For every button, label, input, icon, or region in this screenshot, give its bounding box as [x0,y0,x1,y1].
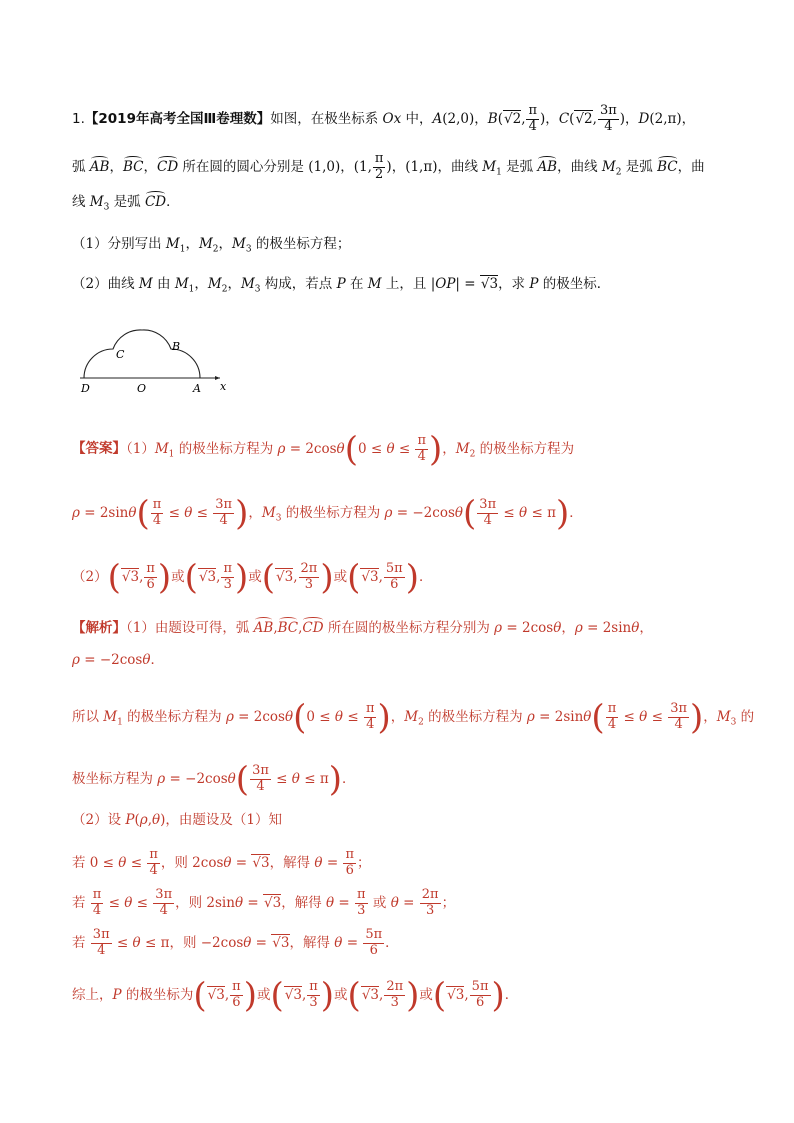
label-o: O [137,382,147,395]
polar-curve-figure [74,312,234,402]
label-b: B [172,340,181,353]
analysis-line-1: 【解析】（1）由题设可得，弧 AB,BC,CD 所在圆的极坐标方程分别为 ρ = 2cosθ，ρ = 2sinθ， [72,620,653,636]
problem-line-3: 线 $M_3$ 是弧 CD． [72,194,180,213]
question-2: （2）曲线 M 由 $M_1$，$M_2$，$M_3$ 构成，若点 P 在 M 上，且 |OP| = √3，求 P 的极坐标． [72,276,611,295]
analysis-line-9: 综上，P 的极坐标为(√3, $\frac{\pi}{6}$ )或(√3, $\frac{\pi}{3}$ )或(√3, $\frac{2\pi}{3}$ )或(√3, $\frac{5\pi}{6}$ )． [72,975,519,1015]
answer-line-3: （2）(√3, $\frac{\pi}{6}$ )或(√3, $\frac{\pi}{3}$ )或(√3, $\frac{2\pi}{3}$ )或(√3, $\frac{5\pi}{6}$ )． [72,557,433,597]
problem-line-2: 弧 AB，BC，CD 所在圆的圆心分别是 (1,0)，(1, $\frac{\pi}{2}$ )，(1,π)，曲线 $M_1$ 是弧 AB，曲线 $M_2$ 是弧 BC，曲 [72,151,705,182]
analysis-line-6: 若 0 ≤ θ ≤ $\frac{\pi}{4}$ ，则 2cosθ = √3，解得 θ = $\frac{\pi}{6}$ ； [72,847,371,878]
problem-number: 1. [72,110,85,127]
analysis-line-2: ρ = −2cosθ． [72,652,164,668]
analysis-line-7: 若 $\frac{\pi}{4}$ ≤ θ ≤ $\frac{3\pi}{4}$ ，则 2sinθ = √3，解得 θ = $\frac{\pi}{3}$ 或 θ = $\frac{2\pi}{3}$ ； [72,887,456,918]
answer-line-1: 【答案】$(1)M_1$ 的极坐标方程为 ρ = 2cosθ(0 ≤ θ ≤ $\frac{\pi}{4}$ )，$M_2$ 的极坐标方程为 [72,429,575,469]
problem-source: 【2019年高考全国Ⅲ卷理数】 [84,110,271,127]
answer-tag: 【答案】 [72,440,126,457]
label-a: A [193,382,201,395]
answer-line-2: ρ = 2sinθ( $\frac{\pi}{4}$ ≤ θ ≤ $\frac{3\pi}{4}$ )，$M_3$ 的极坐标方程为 ρ = −2cosθ( $\frac{3\pi}{4}$ ≤ θ ≤ π)． [72,493,583,533]
label-d: D [81,382,90,395]
analysis-line-4: 极坐标方程为 ρ = −2cosθ( $\frac{3\pi}{4}$ ≤ θ ≤ π)． [72,759,356,799]
analysis-tag: 【解析】 [72,620,126,636]
label-c: C [116,348,125,361]
question-1: （1）分别写出 $M_1$，$M_2$，$M_3$ 的极坐标方程； [72,236,351,255]
analysis-line-5: （2）设 P(ρ,θ)，由题设及（1）知 [72,812,282,828]
problem-line-1: 1.【2019年高考全国Ⅲ卷理数】如图，在极坐标系 Ox 中，A(2,0)，B(√2, $\frac{\pi}{4}$ )，C(√2, $\frac{3\pi}{4}$ )，D(2,π)， [72,103,696,134]
curve-m [84,330,200,378]
analysis-line-8: 若 $\frac{3\pi}{4}$ ≤ θ ≤ π，则 −2cosθ = √3，解得 θ = $\frac{5\pi}{6}$ ． [72,927,399,958]
analysis-line-3: 所以 $M_1$ 的极坐标方程为 ρ = 2cosθ(0 ≤ θ ≤ $\frac{\pi}{4}$ )，$M_2$ 的极坐标方程为 ρ = 2sinθ( $\frac{\pi}{4}$ ≤ θ ≤ $\frac{3\pi}{4}$ )，$M_3$ 的 [72,697,755,737]
label-x: x [220,380,227,393]
